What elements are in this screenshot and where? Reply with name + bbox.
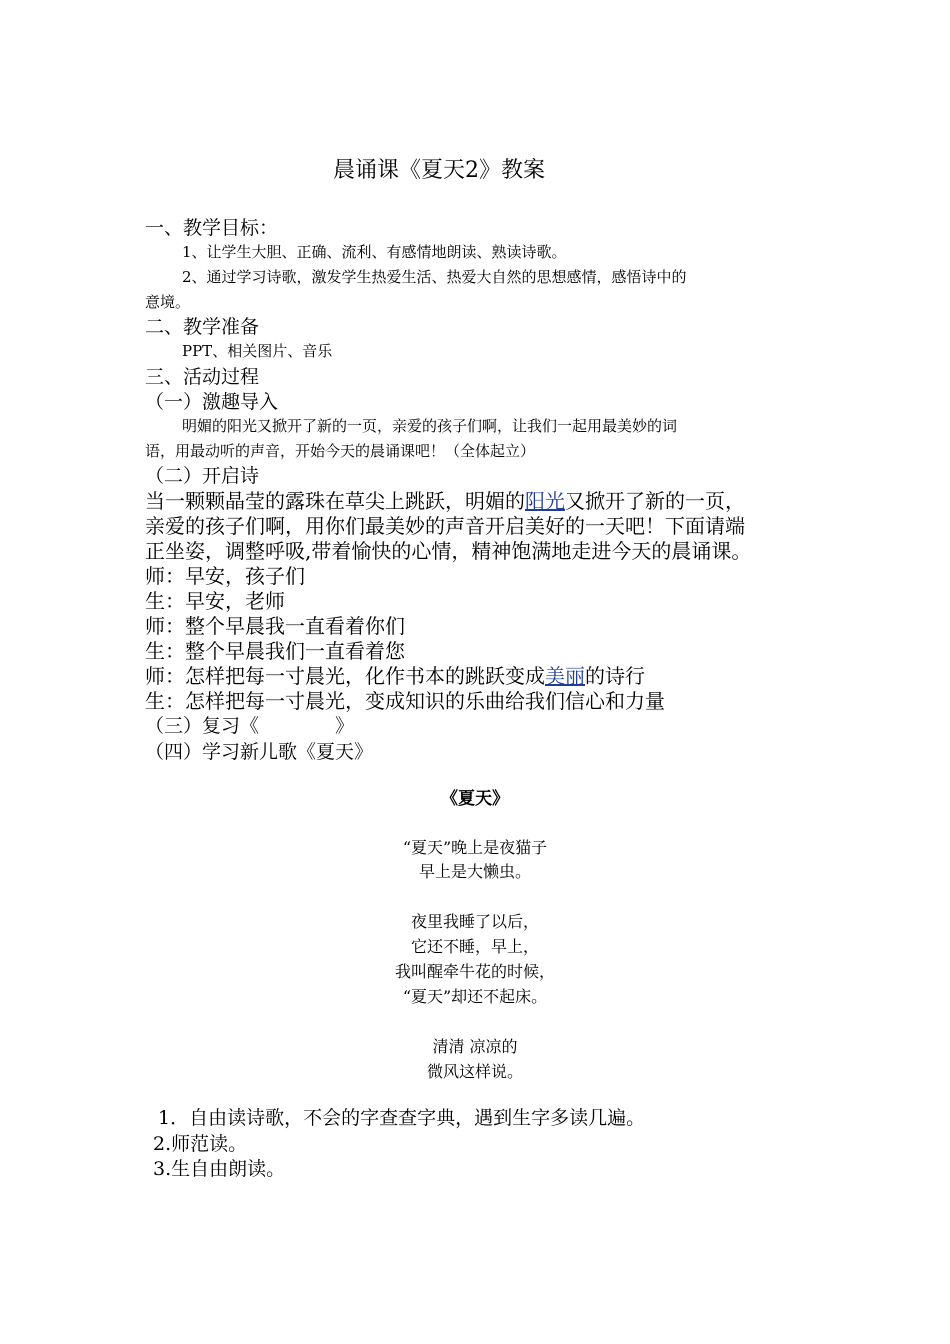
part-heading-review: （三）复习《 》 [145, 715, 355, 737]
step-3: 3.生自由朗读。 [153, 1158, 286, 1180]
poem-title: 《夏天》 [441, 789, 509, 809]
dialogue-line-5-post: 的诗行 [585, 664, 645, 688]
open-line-2: 亲爱的孩子们啊，用你们最美妙的声音开启美好的一天吧！下面请端 [145, 514, 745, 538]
poem-line: 我叫醒牵牛花的时候， [394, 962, 555, 981]
section-heading-process: 三、活动过程 [145, 366, 260, 388]
step-1: 1．自由读诗歌，不会的字查查字典，遇到生字多读几遍。 [158, 1107, 646, 1129]
dialogue-line-5-pre: 师：怎样把每一寸晨光，化作书本的跳跃变成 [145, 664, 545, 688]
page-title: 晨诵课《夏天2》教案 [333, 158, 545, 183]
sunshine-link[interactable]: 阳光 [525, 489, 565, 513]
goal-item-2: 2、通过学习诗歌，激发学生热爱生活、热爱大自然的思想感情，感悟诗中的 [182, 268, 687, 286]
open-line-1-pre: 当一颗颗晶莹的露珠在草尖上跳跃，明媚的 [145, 489, 525, 513]
open-line-3: 正坐姿，调整呼吸,带着愉快的心情，精神饱满地走进今天的晨诵课。 [145, 539, 752, 563]
poem-line: “夏天”却还不起床。 [402, 987, 548, 1006]
poem-line: 它还不睡，早上， [410, 937, 539, 956]
section-heading-goals: 一、教学目标： [145, 217, 279, 239]
goal-item-2-cont: 意境。 [145, 293, 191, 311]
poem-line: 夜里我睡了以后， [410, 912, 539, 931]
dialogue-line-5 [145, 666, 645, 686]
poem-line: 早上是大懒虫。 [418, 862, 531, 881]
dialogue-line-1: 师：早安，孩子们 [145, 564, 305, 588]
part-heading-open: （二）开启诗 [145, 465, 260, 487]
poem-line: 清清 凉凉的 [432, 1037, 518, 1056]
poem-line: 微风这样说。 [426, 1062, 523, 1081]
dialogue-line-2: 生：早安，老师 [145, 589, 285, 613]
dialogue-line-4: 生：整个早晨我们一直看着您 [145, 639, 405, 663]
intro-line-1: 明媚的阳光又掀开了新的一页，亲爱的孩子们啊，让我们一起用最美妙的词 [182, 417, 678, 435]
dialogue-line-6: 生：怎样把每一寸晨光，变成知识的乐曲给我们信心和力量 [145, 689, 665, 713]
part-heading-learn: （四）学习新儿歌《夏天》 [145, 741, 374, 763]
step-2: 2.师范读。 [153, 1133, 248, 1155]
goal-item-1: 1、让学生大胆、正确、流利、有感情地朗读、熟读诗歌。 [182, 243, 567, 261]
intro-line-2: 语，用最动听的声音，开始今天的晨诵课吧！（全体起立） [145, 442, 536, 460]
open-line-1-post: 又掀开了新的一页， [565, 489, 745, 513]
poem-line: “夏天”晚上是夜猫子 [402, 838, 548, 857]
section-heading-prep: 二、教学准备 [145, 316, 260, 338]
part-heading-intro: （一）激趣导入 [145, 391, 279, 413]
prep-content: PPT、相关图片、音乐 [182, 342, 333, 360]
open-line-1 [145, 491, 745, 511]
beautiful-link[interactable]: 美丽 [545, 664, 585, 688]
dialogue-line-3: 师：整个早晨我一直看着你们 [145, 614, 405, 638]
